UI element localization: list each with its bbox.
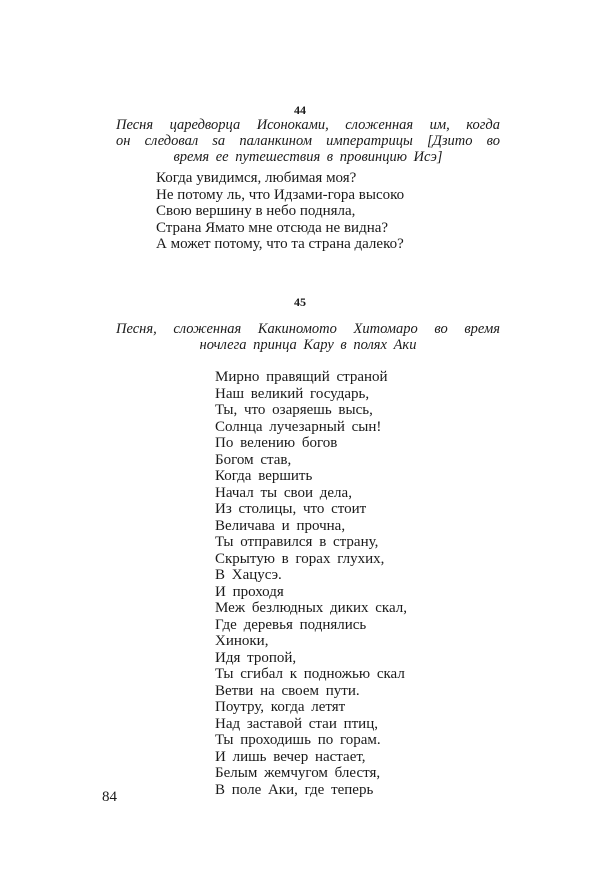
poem-line: И лишь вечер настает, xyxy=(215,748,366,765)
caption-line: Песня, сложенная Какиномото Хитомаро во время xyxy=(116,321,500,337)
poem-line: Солнца лучезарный сын! xyxy=(215,418,382,435)
poem-line: Поутру, когда летят xyxy=(215,699,346,715)
poem-line: В Хацусэ. xyxy=(215,567,282,583)
poem-line: Ты сгибал к подножью скал xyxy=(215,666,405,682)
poem-line: Мирно правящий страной xyxy=(215,369,388,385)
poem-caption xyxy=(116,321,500,353)
poem-text xyxy=(156,170,404,253)
poem-line: Начал ты свои дела, xyxy=(215,484,352,501)
poem-line: Когда вершить xyxy=(215,468,313,484)
poem-line: Богом став, xyxy=(215,451,292,468)
poem-line: И проходя xyxy=(215,583,284,600)
poem-caption xyxy=(116,117,500,165)
poem-line: Свою вершину в небо подняла, xyxy=(156,203,356,219)
poem-line: В поле Аки, где теперь xyxy=(215,781,374,798)
poem-line: Белым жемчугом блестя, xyxy=(215,765,381,781)
poem-line: Ты, что озаряешь высь, xyxy=(215,402,373,418)
poem-line: Когда увидимся, любимая моя? xyxy=(156,170,357,186)
poem-line: Величава и прочна, xyxy=(215,517,346,534)
poem-number: 44 xyxy=(294,103,306,117)
poem-line: Хиноки, xyxy=(215,633,269,649)
poem-line: Ветви на своем пути. xyxy=(215,682,360,699)
poem-line: Скрытую в горах глухих, xyxy=(215,550,385,567)
poem-line: Ты отправился в страну, xyxy=(215,534,379,550)
poem-line: Страна Ямато мне отсюда не видна? xyxy=(156,219,389,236)
poem-line: Из столицы, что стоит xyxy=(215,501,367,517)
poem-line: Идя тропой, xyxy=(215,649,297,666)
poem-line: Не потому ль, что Идзами-гора высоко xyxy=(156,186,405,203)
poem-line: Ты проходишь по горам. xyxy=(215,732,381,748)
caption-line: время ее путешествия в провинцию Исэ] xyxy=(173,149,443,165)
poem-line: Наш великий государь, xyxy=(215,385,370,402)
poem-number: 45 xyxy=(294,295,306,309)
poem-line: Где деревья поднялись xyxy=(215,616,367,633)
poem-line: А может потому, что та страна далеко? xyxy=(156,236,404,252)
caption-line: ночлега принца Кару в полях Аки xyxy=(199,337,417,353)
poem-line: Над заставой стаи птиц, xyxy=(215,715,378,732)
page-number: 84 xyxy=(102,789,117,805)
poem-line: По велению богов xyxy=(215,435,338,451)
poem-line: Меж безлюдных диких скал, xyxy=(215,600,407,616)
caption-line: он следовал sa паланкином императрицы [Дзито во xyxy=(116,133,500,149)
caption-line: Песня царедворца Исоноками, сложенная им, когда xyxy=(116,117,500,133)
poem-text xyxy=(215,369,407,798)
